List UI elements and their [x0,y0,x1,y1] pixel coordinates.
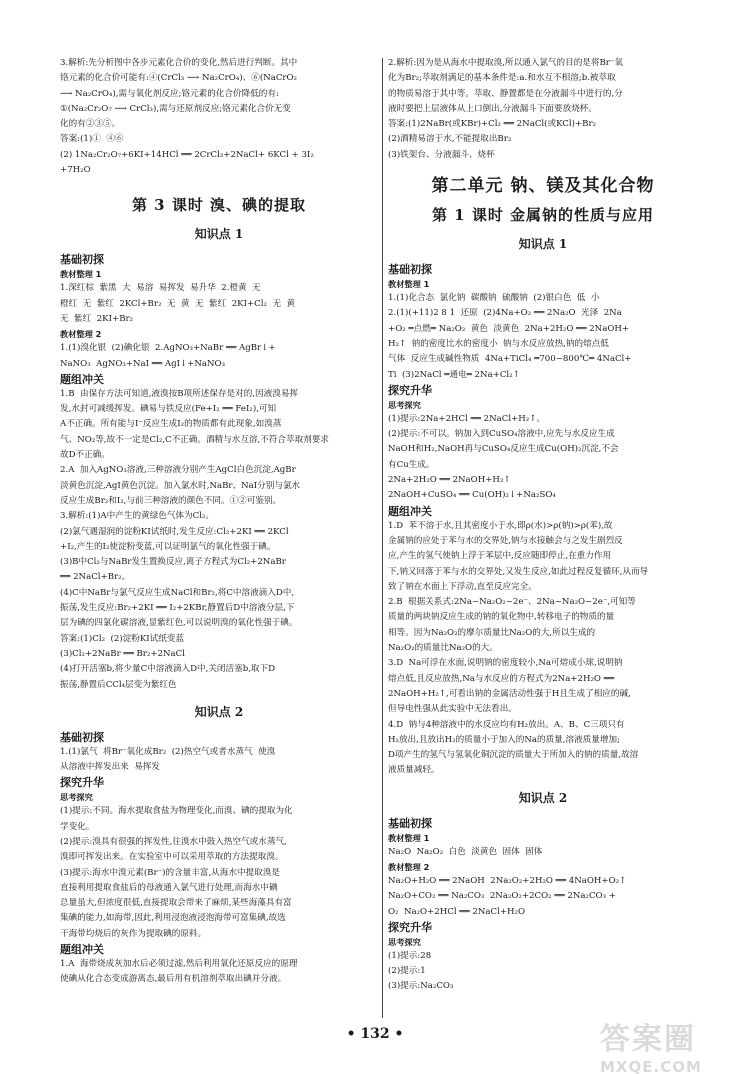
watermark-logo-text: 答案圈 [600,1022,696,1057]
group-heading-2: 题组冲关 [60,943,104,957]
think-label: 思考探究 [60,792,93,803]
material-2-label: 教材整理 2 [60,329,102,340]
think-label-2: 思考探究 [388,936,421,947]
left-column [60,56,378,988]
explore-body: (1)提示:不同。海水提取食盐为物理变化,而溴、碘的提取为化 学变化。 (2)提示:溴具有很强的挥发性,往溴水中鼓入热空气或水蒸气, 溴即可挥发出来。在实验室中可以采用萃取的方法提取溴。 (3)提示:海水中溴元素(Br⁻)的含量丰富,从海水中提取溴是 直接利用提取食盐后的母液通入氯气进行处理,而海水中碘 总量虽大,但浓度很低,直接提取会带来了麻烦,某些海藻具有富 集碘的能力,如海带,因此,利用浸泡液浸泡海带可富集碘,故选 干海带均烧后的灰作为提取碘的原料。 [60,806,293,939]
basic-heading-2: 基础初探 [388,816,432,830]
explore-heading: 探究升华 [60,776,104,790]
explore-heading: 探究升华 [388,383,432,397]
group-heading: 题组冲关 [60,372,104,386]
q3-equation: (2) 1Na₂Cr₂O₇+6KI+14HCl ══ 2CrCl₃+2NaCl+ 6KCl + 3I₂ +7H₂O [60,149,314,176]
group-heading: 题组冲关 [388,504,432,518]
material-1-label: 教材整理 1 [60,269,102,280]
group-2-body: 1.A 海带烧成灰加水后必须过滤,然后利用氧化还原反应的原理 使碘从化合态变成游离态,最后用有机溶剂萃取出碘并分液。 [60,959,298,985]
lesson-1-title: 第 1 课时 金属钠的性质与应用 [431,206,655,225]
basic-heading-2: 基础初探 [60,730,104,744]
page-number: • 132 • [346,1026,404,1042]
group-body: 1.B 由保存方法可知道,液溴按B项所述保存是对的,因液溴易挥 发,水封可减缓挥发。碘易与铁反应(Fe+I₂ ══ FeI₂),可知 A不正确。所有能与I⁻反应生成I₂的物质都有此现象,如溴蒸 气、NO₂等,故不一定是Cl₂,C不正确。酒精与水互溶,不符合萃取剂要求 故D不正确。 2.A 加入AgNO₃溶液,三种溶液分别产生AgCl白色沉淀,AgBr 淡黄色沉淀,AgI黄色沉淀。加入氯水时,NaBr、NaI分别与氯水 反应生成Br₂和I₂,与前三种溶液的颜色不同。①②可鉴别。 3.解析:(1)A中产生的黄绿色气体为Cl₂。 (2)氯气遇湿润的淀粉KI试纸时,发生反应:Cl₂+2KI ══ 2KCl +I₂,产生的I₂使淀粉变蓝,可以证明氯气的氧化性强于碘。 (3)B中Cl₂与NaBr发生置换反应,离子方程式为Cl₂+2NaBr ══ 2NaCl+Br₂。 (4)C中NaBr与氯气反应生成NaCl和Br₂,将C中溶液滴入D中, 振荡,发生反应:Br₂+2KI ══ I₂+2KBr,静置后D中溶液分层,下 层为碘的四氯化碳溶液,显紫红色,可以说明溴的氧化性强于碘。 答案:(1)Cl₂ (2)淀粉KI试纸变蓝 (3)Cl₂+2NaBr ══ Br₂+2NaCl (4)打开活塞b,将少量C中溶液滴入D中,关闭活塞b,取下D 振荡,静置后CCl₄层变为紫红色 [60,388,329,690]
watermark-url: MXQE.COM [600,1058,702,1074]
q3-answer: 答案:(1)① ④⑥ [60,134,124,145]
unit-2-title: 第二单元 钠、镁及其化合物 [431,176,655,197]
lesson-3-title: 第 3 课时 溴、碘的提取 [131,196,307,215]
material-1-body: 1.深红棕 紫黑 大 易溶 易挥发 易升华 2.橙黄 无 橙红 无 紫红 2KCl+Br₂ 无 黄 无 紫红 2KI+Cl₂ 无 黄 无 紫红 2KI+Br₂ [60,283,296,324]
q2-analysis: 2.解析:因为是从海水中提取溴,所以通入氯气的目的是将Br⁻氧 化为Br₂;萃取剂满足的基本条件是:a.和水互不相溶;b.被萃取 的物质易溶于其中等。萃取、静置都是在分液漏斗中进行的,分 液时要把上层液体从上口倒出,分液漏斗下面要放烧杯。 [388,58,624,114]
material-1b-body: Na₂O Na₂O₂ 白色 淡黄色 固体 固体 [388,846,543,857]
think-label: 思考探究 [388,399,421,410]
basic-2-body: 1.(1)氯气 将Br⁻氧化成Br₂ (2)热空气或者水蒸气 使溴 从溶液中挥发出来 易挥发 [60,746,276,773]
knowledge-point-2-title: 知识点 2 [194,704,244,719]
explore-body: (1)提示:2Na+2HCl ══ 2NaCl+H₂↑。 (2)提示:不可以。钠加入到CuSO₄溶液中,应先与水反应生成 NaOH和H₂,NaOH再与CuSO₄反应生成Cu(OH)₂沉淀,不会 有Cu生成。 2Na+2H₂O ══ 2NaOH+H₂↑ 2NaOH+CuSO₄ ══ Cu(OH)₂↓+Na₂SO₄ [388,413,619,501]
column-divider [382,58,383,1018]
knowledge-point-1-title: 知识点 1 [194,227,244,242]
material-2-body: 1.(1)溴化银 (2)碘化银 2.AgNO₃+NaBr ══ AgBr↓+ NaNO₃ AgNO₃+NaI ══ AgI↓+NaNO₃ [60,343,276,369]
knowledge-point-1-title: 知识点 1 [518,237,568,252]
material-2-body: Na₂O+H₂O ══ 2NaOH 2Na₂O₂+2H₂O ══ 4NaOH+O₂↑ Na₂O+CO₂ ══ Na₂CO₃ 2Na₂O₂+2CO₂ ══ 2Na₂CO₃ + O₂ Na₂O+2HCl ══ 2NaCl+H₂O [388,875,627,917]
knowledge-point-2-title: 知识点 2 [518,790,568,805]
material-2-label: 教材整理 2 [388,861,430,872]
group-body: 1.D 苯不溶于水,且其密度小于水,即ρ(水)>ρ(钠)>ρ(苯),故 金属钠的应处于苯与水的交界处,钠与水接触会与之发生剧烈反 应,产生的氢气使钠上浮于苯层中,反应随即停止,在重力作用 下,钠又回落于苯与水的交界处,又发生反应,如此过程反复循环,从而导 致了钠在水面上下浮动,直至反应完全。 2.B 根据关系式:2Na~Na₂O₂~2e⁻、2Na~Na₂O~2e⁻,可知等 质量的两块钠反应生成的钠的氧化物中,转移电子的物质的量 相等。因为Na₂O₂的摩尔质量比Na₂O的大,所以生成的 Na₂O₂的质量比Na₂O的大。 3.D Na可浮在水面,说明钠的密度较小,Na可熔成小球,说明钠 熔点低,且反应放热,Na与水反应的方程式为2Na+2H₂O ══ 2NaOH+H₂↑,可看出钠的金属活动性强于H且生成了相应的碱, 但导电性强从此实验中无法看出。 4.D 钠与4种溶液中的水反应均有H₂放出。A、B、C三项只有 H₂放出,且放出H₂的质量小于加入的Na的质量,溶液质量增加; D项产生的氢气与氢氧化铜沉淀的质量大于所加入的钠的质量,故溶 液质量减轻。 [388,520,649,776]
basic-heading: 基础初探 [60,253,104,267]
material-1-label: 教材整理 1 [388,279,430,290]
q3-analysis: 3.解析:先分析图中各步元素化合价的变化,然后进行判断。其中 铬元素的化合价可能有:④(CrCl₃ ⟶ Na₂CrO₄)、⑥(NaCrO₂ ⟶ Na₂CrO₄),需与氧化剂反应;铬元素的化合价降低的有: ①(Na₂Cr₂O₇ ⟶ CrCl₃),需与还原剂反应;铬元素化合价无变 化的有②③⑤。 [60,58,298,130]
explore-heading-2: 探究升华 [388,920,432,934]
explore-2-body: (1)提示:28 (2)提示:1 (3)提示:Na₂CO₃ [388,950,454,992]
material-1b-label: 教材整理 1 [388,832,430,843]
material-1-body: 1.(1)化合态 氯化钠 碳酸钠 硫酸钠 (2)银白色 低 小 2.(1)(+11)2 8 1 还原 (2)4Na+O₂ ══ 2Na₂O 光泽 2Na +O₂ ═点燃═ Na₂O₂ 黄色 淡黄色 2Na+2H₂O ══ 2NaOH+ H₂↑ 钠的密度比水的密度小 钠与水反应放热,钠的熔点低 气体 反应生成碱性物质 4Na+TiCl₄ ═700~800℃═ 4NaCl+ Ti (3)2NaCl ═通电═ 2Na+Cl₂↑ [388,293,632,380]
q2-answer: 答案:(1)2NaBr(或KBr)+Cl₂ ══ 2NaCl(或KCl)+Br₂ (2)酒精易溶于水,不能提取出Br₂ (3)铁架台、分液漏斗、烧杯 [388,119,597,160]
watermark-logo [600,1014,732,1074]
right-column [388,56,698,995]
basic-heading: 基础初探 [388,263,432,277]
